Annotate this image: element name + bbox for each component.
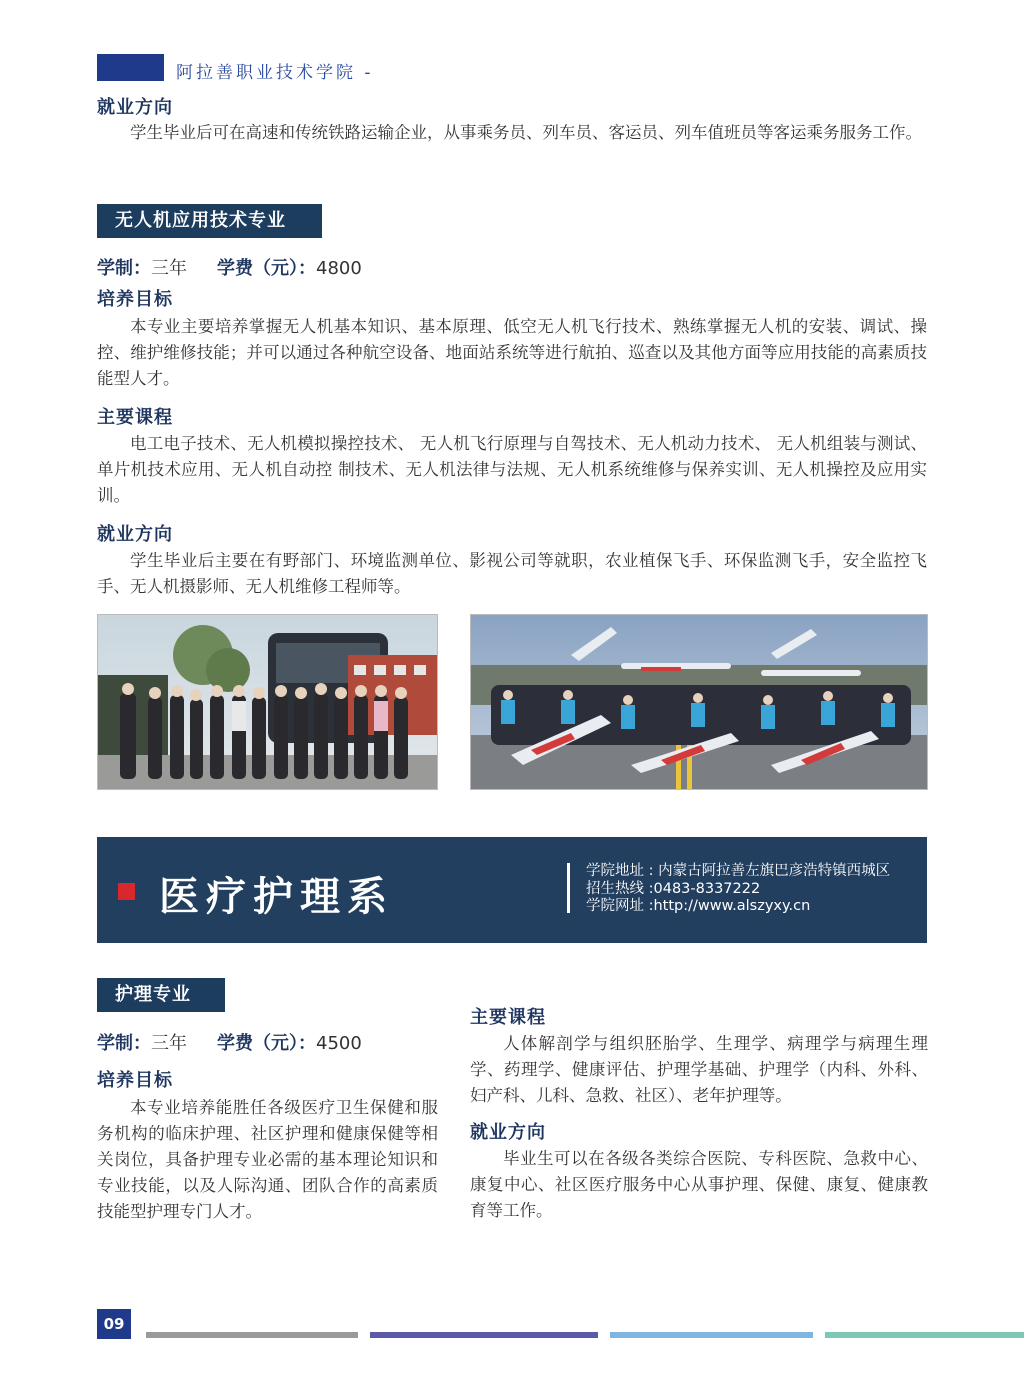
drone-jobs-heading: 就业方向	[97, 524, 173, 545]
department-title: 医疗护理系	[159, 874, 394, 920]
footer-bar-1	[146, 1332, 358, 1338]
drone-courses-heading: 主要课程	[97, 407, 173, 428]
duration-label: 学制：	[97, 1033, 151, 1054]
fee-label: 学费（元）：	[217, 1033, 316, 1054]
drone-goal-heading: 培养目标	[97, 289, 173, 310]
nursing-jobs-heading: 就业方向	[470, 1122, 546, 1143]
fee-value: 4500	[316, 1033, 362, 1054]
duration-value: 三年	[151, 258, 187, 279]
drone-major-tag: 无人机应用技术专业	[97, 204, 322, 238]
drone-jobs-text: 学生毕业后主要在有野部门、环境监测单位、影视公司等就职，农业植保飞手、环保监测飞手，安全监控飞手、无人机摄影师、无人机维修工程师等。	[97, 551, 927, 596]
drone-goal-text: 本专业主要培养掌握无人机基本知识、基本原理、低空无人机飞行技术、熟练掌握无人机的安装、调试、操控、维护维修技能；并可以通过各种航空设备、地面站系统等进行航拍、巡查以及其他方面等应用技能的高素质技能型人才。	[97, 317, 927, 388]
nursing-meta	[97, 1029, 362, 1055]
nursing-courses-heading: 主要课程	[470, 1007, 546, 1028]
banner-divider	[567, 863, 570, 913]
group-photo-bus	[97, 614, 438, 790]
fee-label: 学费（元）：	[217, 258, 316, 279]
drone-meta	[97, 254, 362, 280]
footer-bar-4	[825, 1332, 1024, 1338]
website-line[interactable]: 学院网址 :http://www.alszyxy.cn	[586, 898, 811, 914]
group-photo-drones	[470, 614, 928, 790]
nursing-jobs-text: 毕业生可以在各级各类综合医院、专科医院、急救中心、康复中心、社区医疗服务中心从事护理、保健、康复、健康教育等工作。	[470, 1149, 928, 1220]
page-number: 09	[97, 1309, 131, 1339]
drone-courses-text: 电工电子技术、无人机模拟操控技术、 无人机飞行原理与自驾技术、无人机动力技术、 无人机组装与测试、单片机技术应用、无人机自动控 制技术、无人机法律与法规、无人机系统维修与保养实训、无人机操控及应用实训。	[97, 434, 927, 505]
nursing-courses-text: 人体解剖学与组织胚胎学、生理学、病理学与病理生理学、药理学、健康评估、护理学基础、护理学（内科、外科、妇产科、儿科、急救、社区）、老年护理等。	[470, 1034, 928, 1105]
fee-value: 4800	[316, 258, 362, 279]
banner-square-icon	[118, 883, 135, 900]
jobs-text: 学生毕业后可在高速和传统铁路运输企业，从事乘务员、列车员、客运员、列车值班员等客运乘务服务工作。	[130, 123, 922, 142]
jobs-heading: 就业方向	[97, 97, 173, 118]
nursing-goal-text: 本专业培养能胜任各级医疗卫生保健和服务机构的临床护理、社区护理和健康保健等相关岗位，具备护理专业必需的基本理论知识和专业技能，以及人际沟通、团队合作的高素质技能型护理专门人才。	[97, 1098, 438, 1221]
footer-bar-3	[610, 1332, 813, 1338]
department-banner	[97, 837, 927, 943]
nursing-major-tag: 护理专业	[97, 978, 225, 1012]
footer-bar-2	[370, 1332, 598, 1338]
hotline-line: 招生热线 :0483-8337222	[586, 880, 761, 897]
duration-label: 学制：	[97, 258, 151, 279]
duration-value: 三年	[151, 1033, 187, 1054]
header-title: 阿拉善职业技术学院 -	[176, 63, 374, 83]
header-accent-bar	[97, 54, 164, 81]
contact-info	[586, 863, 890, 916]
address-line: 学院地址 : 内蒙古阿拉善左旗巴彦浩特镇西城区	[586, 863, 891, 879]
nursing-goal-heading: 培养目标	[97, 1070, 173, 1091]
